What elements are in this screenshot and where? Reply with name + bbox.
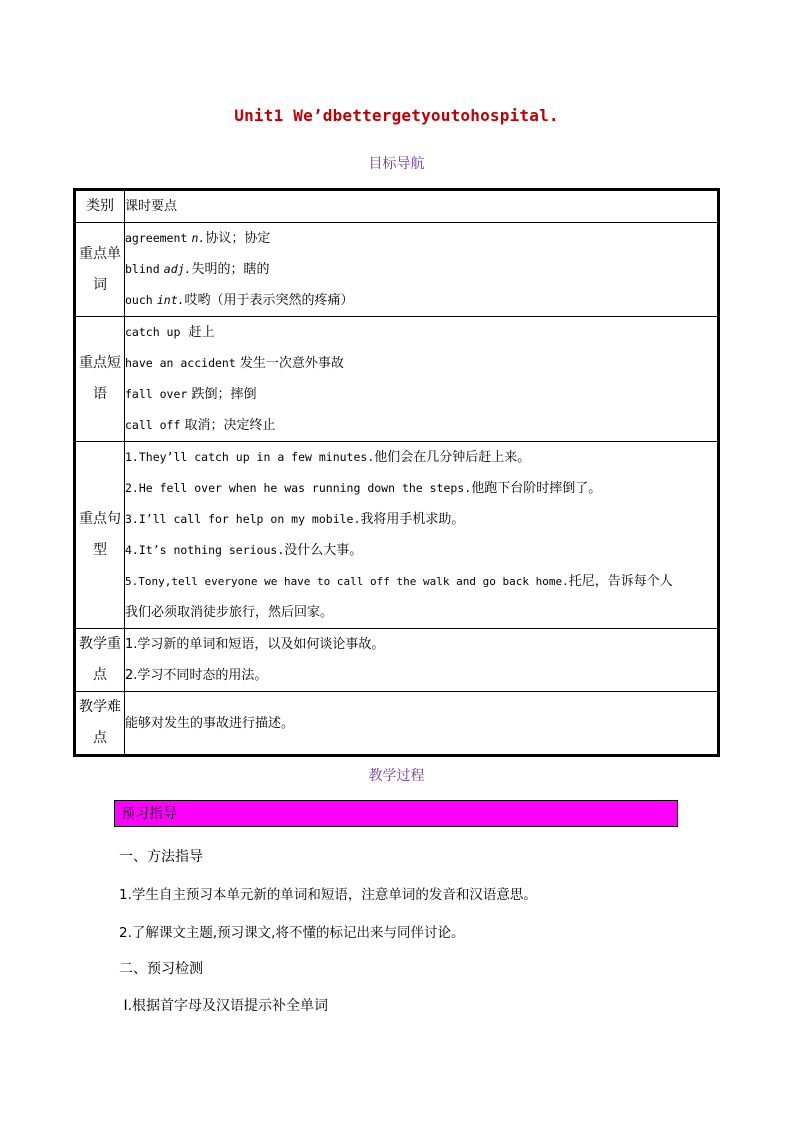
section-goal-heading: 目标导航 (368, 156, 425, 172)
header-content: 课时要点 (125, 190, 719, 223)
key-point-item: 1.学习新的单词和短语，以及如何谈论事故。 (125, 637, 385, 652)
word-item: blind adj.失明的；瞎的 (125, 262, 270, 277)
words-row (75, 223, 719, 317)
word-item: ouch int.哎哟（用于表示突然的疼痛） (125, 293, 354, 308)
method-heading: 一、方法指导 (119, 849, 203, 865)
sentences-category: 重点句型 (75, 442, 125, 629)
key-points-row (75, 629, 719, 692)
method-item-1: 1.学生自主预习本单元新的单词和短语，注意单词的发音和汉语意思。 (119, 887, 537, 903)
phrases-row (75, 317, 719, 442)
method-item-2: 2.了解课文主题,预习课文,将不懂的标记出来与同伴讨论。 (119, 925, 465, 941)
sentences-row (75, 442, 719, 629)
words-content (125, 223, 719, 317)
header-category: 类别 (75, 190, 125, 223)
difficulties-row (75, 692, 719, 756)
table-header-row (75, 190, 719, 223)
phrase-item: fall over 跌倒；摔倒 (125, 387, 257, 402)
difficulties-content: 能够对发生的事故进行描述。 (125, 692, 719, 756)
phrases-category: 重点短语 (75, 317, 125, 442)
sentence-item: 5.Tony,tell everyone we have to call off the walk and go back home.托尼，告诉每个人 (125, 574, 673, 589)
sentence-item: 3.I’ll call for help on my mobile.我将用手机求助。 (125, 512, 465, 527)
difficulties-category: 教学难点 (75, 692, 125, 756)
section-process-heading: 教学过程 (368, 768, 425, 784)
sentence-item: 1.They’ll catch up in a few minutes.他们会在几分钟后赶上来。 (125, 450, 531, 465)
page-title: Unit1 We’dbettergetyoutohospital. (234, 106, 559, 125)
phrases-content (125, 317, 719, 442)
sentences-content (125, 442, 719, 629)
key-points-content (125, 629, 719, 692)
phrase-item: call off 取消；决定终止 (125, 418, 276, 433)
sentence-item: 4.It’s nothing serious.没什么大事。 (125, 543, 363, 558)
sentence-continuation: 我们必须取消徒步旅行，然后回家。 (125, 605, 334, 620)
sentence-item: 2.He fell over when he was running down the steps.他跑下台阶时摔倒了。 (125, 481, 602, 496)
lesson-table (73, 188, 720, 757)
check-heading: 二、预习检测 (119, 961, 203, 977)
check-item-1: Ⅰ.根据首字母及汉语提示补全单词 (119, 998, 329, 1014)
preview-guide-banner: 预习指导 (114, 800, 678, 827)
phrase-item: have an accident 发生一次意外事故 (125, 356, 344, 371)
key-points-category: 教学重点 (75, 629, 125, 692)
phrase-item: catch up 赶上 (125, 325, 215, 340)
word-item: agreement n.协议；协定 (125, 231, 271, 246)
words-category: 重点单词 (75, 223, 125, 317)
key-point-item: 2.学习不同时态的用法。 (125, 668, 268, 683)
